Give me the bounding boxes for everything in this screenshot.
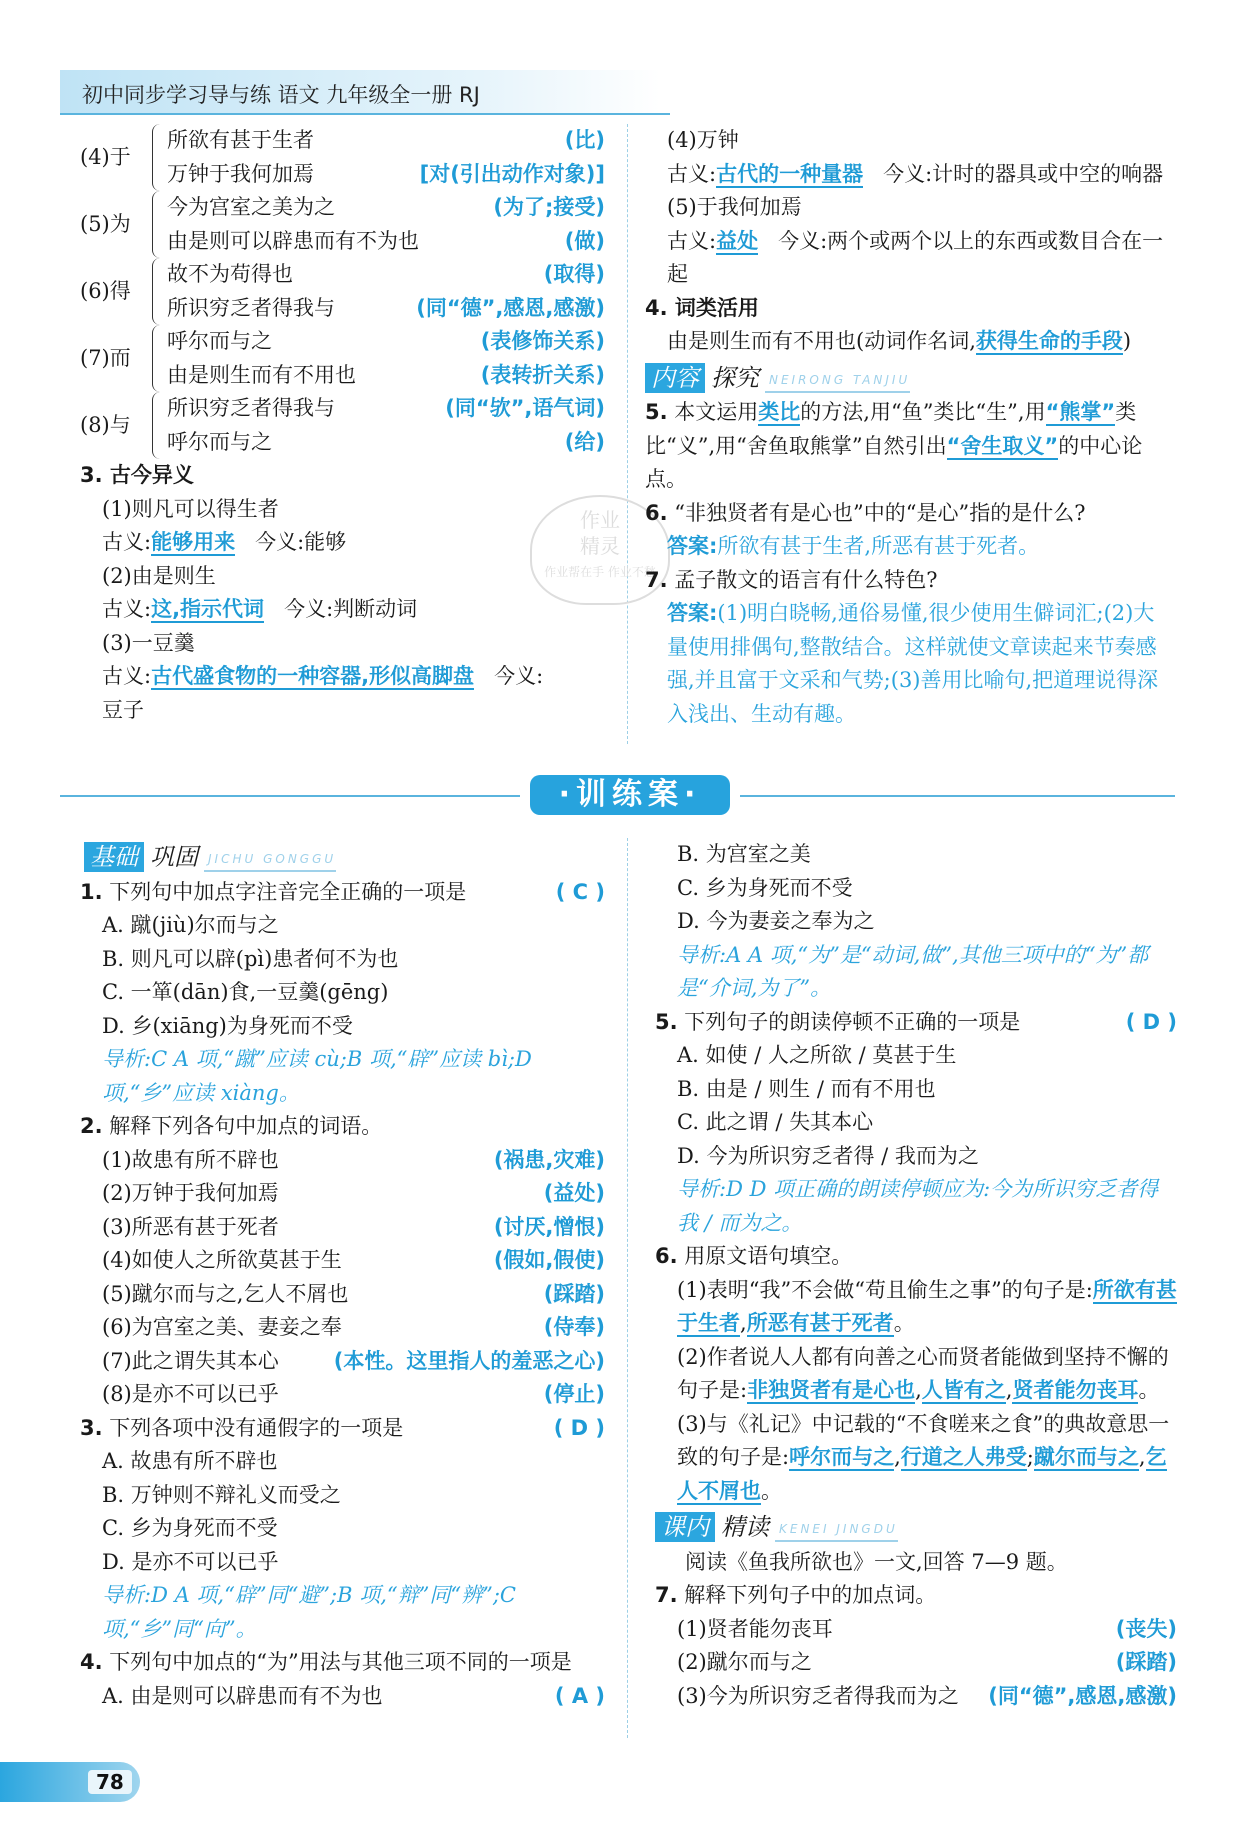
answer-row xyxy=(80,1211,605,1245)
meaning-line xyxy=(80,526,605,560)
sentence: 所识穷乏者得我与 xyxy=(167,295,335,320)
q4-option: A. 由是则可以辟患而有不为也 xyxy=(102,1683,383,1708)
page-number: 78 xyxy=(88,1770,132,1794)
answer-row xyxy=(655,1613,1177,1647)
q6-s1: (1)表明“我”不会做“苟且偷生之事”的句子是:所欲有甚于生者,所恶有甚于死者。 xyxy=(677,1277,1177,1335)
meaning-line xyxy=(80,660,605,694)
answer: (假如,假使) xyxy=(493,1248,605,1272)
q6: 6. “非独贤者有是心也”中的“是心”指的是什么? xyxy=(645,500,1086,525)
answer: (祸患,灾难) xyxy=(493,1147,605,1172)
left-column-bottom xyxy=(80,838,605,1713)
option: D. 今为所识穷乏者得 / 我而为之 xyxy=(677,1143,979,1168)
q5: 5. 下列句子的朗读停顿不正确的一项是 ( D ) xyxy=(655,1009,1177,1034)
brace xyxy=(152,392,163,459)
q4-option: D. 今为妻妾之奉为之 xyxy=(677,909,875,933)
gu-meaning: 这,指示代词 xyxy=(151,597,265,621)
group-row xyxy=(167,392,605,426)
q7: 7. 孟子散文的语言有什么特色? xyxy=(645,567,938,592)
group-label: (5)为 xyxy=(80,211,131,236)
jin-meaning: 今义: xyxy=(494,664,544,688)
right-column-top: (4)万钟 古义:古代的一种量器 今义:计时的器具或中空的响器 (5)于我何加焉 古义:益处 今义:两个或两个以上的东西或数目合在一起 4. 词类活用 由是则生而有不用也(动词作名词,获得生命的手段) 内容 探究 NEIRONG TANJIU 5. 本文运用类比的方法,用“鱼”类比“生”,用“熊掌”类比“义”,用“舍鱼取熊掌”自然引出“舍生取义”的中心论点。 6. “非独贤者有是心也”中的“是心”指的是什么? 答案:所欲有甚于生者,所恶有甚于死者。 7. 孟子散文的语言有什么特色? 答案:(1)明白晓畅,通俗易懂,很少使用生僻词汇;(2)大量使用排偶句,整散结合。这样就使文章读起来节奏感强,并且富于文采和气势;(3)善用比喻句,把道理说得深入浅出、生动有趣。 xyxy=(645,124,1175,731)
brace xyxy=(152,258,163,325)
sentence: 呼尔而与之 xyxy=(167,429,272,454)
group-row xyxy=(167,258,605,292)
word-item: (5)于我何加焉 古义:益处 今义:两个或两个以上的东西或数目合在一起 xyxy=(667,195,1164,286)
q4: 4. 下列句中加点的“为”用法与其他三项不同的一项是 ( A ) xyxy=(80,1650,605,1708)
answer: (同“欤”,语气词) xyxy=(445,396,605,420)
q3-title: 3. 古今异义 xyxy=(80,463,194,487)
left-column-top xyxy=(80,124,605,727)
word-item: (3)一豆羹 xyxy=(102,630,195,655)
word-group xyxy=(80,392,605,459)
brace xyxy=(152,325,163,392)
option: D. 乡(xiāng)为身死而不受 xyxy=(102,1013,353,1038)
gu-label: 古义: xyxy=(102,597,152,621)
answer: (侍奉) xyxy=(543,1315,605,1339)
brace xyxy=(152,191,163,258)
word-group xyxy=(80,325,605,392)
group-row xyxy=(167,158,605,192)
brace xyxy=(152,124,163,191)
answer-row xyxy=(80,1278,605,1312)
q6-s2: (2)作者说人人都有向善之心而贤者能做到坚持不懈的句子是:非独贤者有是心也,人皆有之,贤者能勿丧耳。 xyxy=(677,1344,1169,1402)
q3: 3. 下列各项中没有通假字的一项是 ( D ) xyxy=(80,1415,605,1440)
word-group xyxy=(80,124,605,191)
sentence: 所欲有甚于生者 xyxy=(167,128,314,152)
answer-row xyxy=(655,1680,1177,1714)
q3-note: 导析:D A 项,“辟”同“避”;B 项,“辩”同“辨”;C 项,“乡”同“向”。 xyxy=(102,1583,516,1641)
answer-row xyxy=(80,1144,605,1178)
group-rows xyxy=(167,191,605,258)
column-divider-top xyxy=(627,124,628,744)
answer: (同“德”,感恩,感激) xyxy=(988,1683,1177,1708)
book-title: 初中同步学习导与练 语文 九年级全一册 RJ xyxy=(82,83,480,107)
group-row xyxy=(167,191,605,225)
group-label: (6)得 xyxy=(80,278,131,303)
answer: (停止) xyxy=(543,1382,605,1406)
word-item: (1)则凡可以得生者 xyxy=(102,496,279,521)
answer: (比) xyxy=(564,128,605,152)
group-row xyxy=(167,359,605,393)
group-row xyxy=(167,325,605,359)
answer: (踩踏) xyxy=(543,1281,605,1306)
sentence: (1)贤者能勿丧耳 xyxy=(677,1616,833,1641)
answer: (表修饰关系) xyxy=(480,329,605,353)
option: C. 一箪(dān)食,一豆羹(gēng) xyxy=(102,980,389,1004)
gu-meaning: 古代盛食物的一种容器,形似高脚盘 xyxy=(151,664,475,688)
page-header xyxy=(60,70,660,114)
answer: (同“德”,感恩,感激) xyxy=(416,295,605,320)
group-rows xyxy=(167,392,605,459)
sentence: 所识穷乏者得我与 xyxy=(167,396,335,420)
page-number-bar xyxy=(0,1762,140,1802)
q1-note: 导析:C A 项,“蹴”应读 cù;B 项,“辟”应读 bì;D 项,“乡”应读 xiàng。 xyxy=(102,1047,532,1105)
jin-meaning: 今义:判断动词 xyxy=(284,597,418,621)
gu-label: 古义: xyxy=(102,530,152,554)
sentence: (6)为宫室之美、妻妾之奉 xyxy=(102,1315,342,1339)
q4-option: B. 为宫室之美 xyxy=(677,842,811,866)
answer: (取得) xyxy=(543,262,605,286)
group-label: (4)于 xyxy=(80,144,131,169)
group-label: (8)与 xyxy=(80,412,131,437)
meaning-line xyxy=(80,593,605,627)
option: C. 此之谓 / 失其本心 xyxy=(677,1110,874,1134)
sentence: (4)如使人之所欲莫甚于生 xyxy=(102,1248,342,1272)
sentence: (8)是亦不可以已乎 xyxy=(102,1382,279,1406)
answer-row xyxy=(80,1311,605,1345)
option: B. 由是 / 则生 / 而有不用也 xyxy=(677,1076,936,1101)
gu-label: 古义: xyxy=(102,664,152,688)
group-rows xyxy=(167,124,605,191)
answer-row xyxy=(80,1177,605,1211)
sentence: 由是则可以辟患而有不为也 xyxy=(167,228,419,253)
group-rows xyxy=(167,258,605,325)
sentence: 呼尔而与之 xyxy=(167,329,272,353)
answer-row xyxy=(80,1244,605,1278)
section-jichu-gonggu: 基础 巩固 JICHU GONGGU xyxy=(84,840,336,872)
q2: 2. 解释下列各句中加点的词语。 xyxy=(80,1114,383,1138)
sentence: 故不为苟得也 xyxy=(167,262,293,286)
banner-rule-left xyxy=(60,795,520,797)
word-group xyxy=(80,258,605,325)
option: A. 如使 / 人之所欲 / 莫甚于生 xyxy=(677,1043,957,1067)
sentence: (7)此之谓失其本心 xyxy=(102,1348,279,1373)
sentence: 由是则生而有不用也 xyxy=(167,362,356,387)
banner-title: ·训练案· xyxy=(530,775,730,815)
q4-title: 4. 词类活用 xyxy=(645,295,759,320)
section-neirong-tanjiu: 内容 探究 NEIRONG TANJIU xyxy=(645,361,910,393)
answer: (给) xyxy=(564,429,605,454)
right-column-bottom xyxy=(655,838,1177,1713)
sentence: (2)万钟于我何加焉 xyxy=(102,1181,279,1205)
q1: 1. 下列句中加点字注音完全正确的一项是 ( C ) xyxy=(80,879,605,904)
option: B. 万钟则不辩礼义而受之 xyxy=(102,1482,341,1507)
q6-s3: (3)与《礼记》中记载的“不食嗟来之食”的典故意思一致的句子是:呼尔而与之,行道之人弗受;蹴尔而与之,乞人不屑也。 xyxy=(677,1411,1170,1503)
gu-meaning: 能够用来 xyxy=(151,530,236,554)
option: A. 蹴(jiù)尔而与之 xyxy=(102,913,279,937)
training-banner xyxy=(60,775,1175,817)
section-kenei-jingdu: 课内 精读 KENEI JINGDU xyxy=(655,1510,898,1542)
answer-row xyxy=(80,1345,605,1379)
word-group xyxy=(80,191,605,258)
answer: (益处) xyxy=(543,1181,605,1205)
sentence: (1)故患有所不辟也 xyxy=(102,1147,279,1172)
answer: [对(引出动作对象)] xyxy=(419,161,605,186)
option: D. 是亦不可以已乎 xyxy=(102,1549,279,1574)
group-row xyxy=(167,426,605,460)
group-row xyxy=(167,292,605,326)
word-item: (2)由是则生 xyxy=(102,563,216,588)
group-row xyxy=(167,225,605,259)
q4-option: C. 乡为身死而不受 xyxy=(677,875,853,900)
column-divider-bottom xyxy=(627,838,628,1738)
header-rule xyxy=(60,113,670,115)
answer: (为了;接受) xyxy=(493,195,605,219)
option: A. 故患有所不辟也 xyxy=(102,1449,278,1473)
meaning-tail: 豆子 xyxy=(102,697,144,722)
group-row xyxy=(167,124,605,158)
reading-intro: 阅读《鱼我所欲也》一文,回答 7—9 题。 xyxy=(685,1549,1068,1574)
q5-note: 导析:D D 项正确的朗读停顿应为:今为所识穷乏者得我 / 而为之。 xyxy=(677,1177,1159,1235)
sentence: 万钟于我何加焉 xyxy=(167,161,314,186)
q6: 6. 用原文语句填空。 xyxy=(655,1244,853,1268)
q4-note: 导析:A A 项,“为”是“动词,做”,其他三项中的“为”都是“介词,为了”。 xyxy=(677,942,1149,1000)
watermark-stamp: 作业 精灵 作业帮在手 作业不愁 xyxy=(530,495,670,605)
answer: (表转折关系) xyxy=(480,362,605,387)
option: B. 则凡可以辟(pì)患者何不为也 xyxy=(102,946,399,971)
answer-row xyxy=(655,1646,1177,1680)
group-label: (7)而 xyxy=(80,345,131,370)
jin-meaning: 今义:能够 xyxy=(255,530,347,554)
answer: (踩踏) xyxy=(1115,1650,1177,1674)
group-rows xyxy=(167,325,605,392)
answer: (讨厌,憎恨) xyxy=(493,1214,605,1239)
word-item: (4)万钟 古义:古代的一种量器 今义:计时的器具或中空的响器 xyxy=(667,128,1164,186)
answer: (丧失) xyxy=(1115,1616,1177,1641)
sentence: (5)蹴尔而与之,乞人不屑也 xyxy=(102,1281,349,1306)
banner-rule-right xyxy=(740,795,1175,797)
option: C. 乡为身死而不受 xyxy=(102,1516,278,1540)
answer: (做) xyxy=(564,228,605,253)
q7: 7. 解释下列句子中的加点词。 xyxy=(655,1583,937,1607)
sentence: (2)蹴尔而与之 xyxy=(677,1650,812,1674)
answer-row xyxy=(80,1378,605,1412)
answer: (本性。这里指人的羞恶之心) xyxy=(333,1348,605,1373)
q5: 5. 本文运用类比的方法,用“鱼”类比“生”,用“熊掌”类比“义”,用“舍鱼取熊掌”自然引出“舍生取义”的中心论点。 xyxy=(645,400,1143,491)
sentence: 今为宫室之美为之 xyxy=(167,195,335,219)
sentence: (3)所恶有甚于死者 xyxy=(102,1214,279,1239)
sentence: (3)今为所识穷乏者得我而为之 xyxy=(677,1683,959,1708)
